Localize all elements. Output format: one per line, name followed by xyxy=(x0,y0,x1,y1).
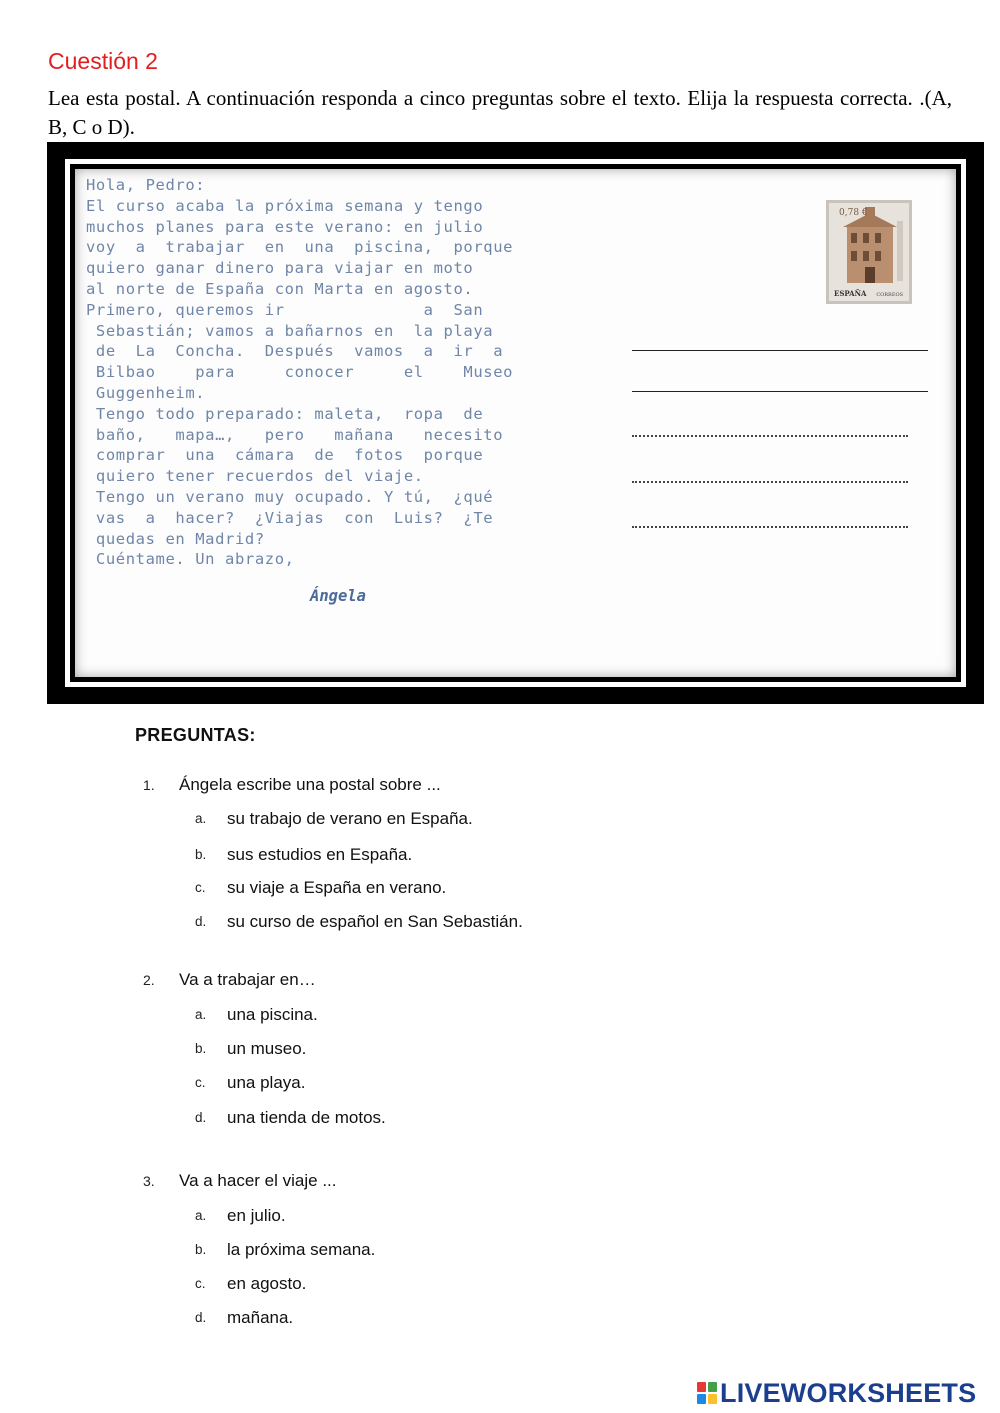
option-text[interactable]: mañana. xyxy=(227,1308,294,1327)
option-letter: a. xyxy=(195,1007,207,1022)
postcard-line: Cuéntame. Un abrazo, xyxy=(86,550,295,569)
option-text[interactable]: una tienda de motos. xyxy=(227,1108,386,1127)
question-text: Ángela escribe una postal sobre ... xyxy=(179,775,441,794)
option-text[interactable]: su trabajo de verano en España. xyxy=(227,809,473,828)
postcard-line: Hola, Pedro: xyxy=(86,176,206,194)
postcard-border xyxy=(70,164,961,682)
option-letter: c. xyxy=(195,880,206,895)
postcard-line: baño, mapa…, pero mañana necesito xyxy=(86,425,504,444)
postcard-line: Tengo un verano muy ocupado. Y tú, ¿qué xyxy=(86,487,494,506)
option-text[interactable]: sus estudios en España. xyxy=(227,845,413,864)
option-text[interactable]: su viaje a España en verano. xyxy=(227,878,447,897)
postcard-line: voy a trabajar en una piscina, porque xyxy=(86,238,514,257)
page-title: Cuestión 2 xyxy=(48,48,158,74)
option-text[interactable]: una playa. xyxy=(227,1073,306,1092)
option-letter: a. xyxy=(195,1208,207,1223)
option-letter: b. xyxy=(195,1242,207,1257)
postcard-frame xyxy=(65,159,966,687)
question-number: 2. xyxy=(143,972,155,988)
postcard xyxy=(47,142,984,704)
address-line xyxy=(632,350,928,351)
stamp-subtitle: CORREOS xyxy=(876,292,903,298)
option-text[interactable]: en julio. xyxy=(227,1206,286,1225)
postcard-line: al norte de España con Marta en agosto. xyxy=(86,279,474,298)
option-letter: d. xyxy=(195,1110,207,1125)
postcard-line: vas a hacer? ¿Viajas con Luis? ¿Te xyxy=(86,508,494,527)
liveworksheets-icon xyxy=(697,1382,717,1404)
option-text[interactable]: su curso de español en San Sebastián. xyxy=(227,912,523,931)
postcard-line: quiero ganar dinero para viajar en moto xyxy=(86,259,474,278)
option-letter: c. xyxy=(195,1075,206,1090)
question-number: 1. xyxy=(143,777,155,793)
address-line xyxy=(632,391,928,392)
postcard-line: quedas en Madrid? xyxy=(86,529,265,548)
option-letter: b. xyxy=(195,847,207,862)
instructions: Lea esta postal. A continuación responda a cinco preguntas sobre el texto. Elija la respuesta correcta. .(A, B, C o D). xyxy=(48,86,952,139)
postage-stamp xyxy=(826,200,912,304)
option-text[interactable]: en agosto. xyxy=(227,1274,307,1293)
postcard-line: Bilbao para conocer el Museo xyxy=(86,363,514,382)
stamp-country: ESPAÑA xyxy=(834,289,867,298)
postcard-line: Tengo todo preparado: maleta, ropa de xyxy=(86,404,484,423)
questions-title: PREGUNTAS: xyxy=(135,725,256,745)
question-text: Va a trabajar en… xyxy=(179,970,316,989)
option-letter: a. xyxy=(195,811,207,826)
liveworksheets-logo[interactable] xyxy=(697,1377,976,1409)
postcard-line: comprar una cámara de fotos porque xyxy=(86,446,484,465)
option-text[interactable]: la próxima semana. xyxy=(227,1240,376,1259)
postcard-letter xyxy=(86,175,616,570)
postcard-line: quiero tener recuerdos del viaje. xyxy=(86,467,424,486)
option-letter: d. xyxy=(195,914,207,929)
postcard-line: muchos planes para este verano: en julio xyxy=(86,217,484,236)
postcard-line: Sebastián; vamos a bañarnos en la playa xyxy=(86,321,494,340)
option-text[interactable]: una piscina. xyxy=(227,1005,318,1024)
option-letter: b. xyxy=(195,1041,207,1056)
question-text: Va a hacer el viaje ... xyxy=(179,1171,337,1190)
postcard-body xyxy=(75,169,956,677)
postcard-line: Primero, queremos ir a San xyxy=(86,300,484,319)
brand-name: LIVEWORKSHEETS xyxy=(720,1377,977,1408)
postcard-line: Guggenheim. xyxy=(86,383,206,402)
postcard-line: de La Concha. Después vamos a ir a xyxy=(86,342,504,361)
question-number: 3. xyxy=(143,1173,155,1189)
address-line xyxy=(632,435,908,437)
postcard-signature: Ángela xyxy=(310,587,366,605)
stamp-price: 0,78 € xyxy=(839,208,868,218)
option-text[interactable]: un museo. xyxy=(227,1039,307,1058)
option-letter: c. xyxy=(195,1276,206,1291)
address-line xyxy=(632,481,908,483)
option-letter: d. xyxy=(195,1310,207,1325)
address-line xyxy=(632,526,908,528)
postcard-line: El curso acaba la próxima semana y tengo xyxy=(86,196,484,215)
